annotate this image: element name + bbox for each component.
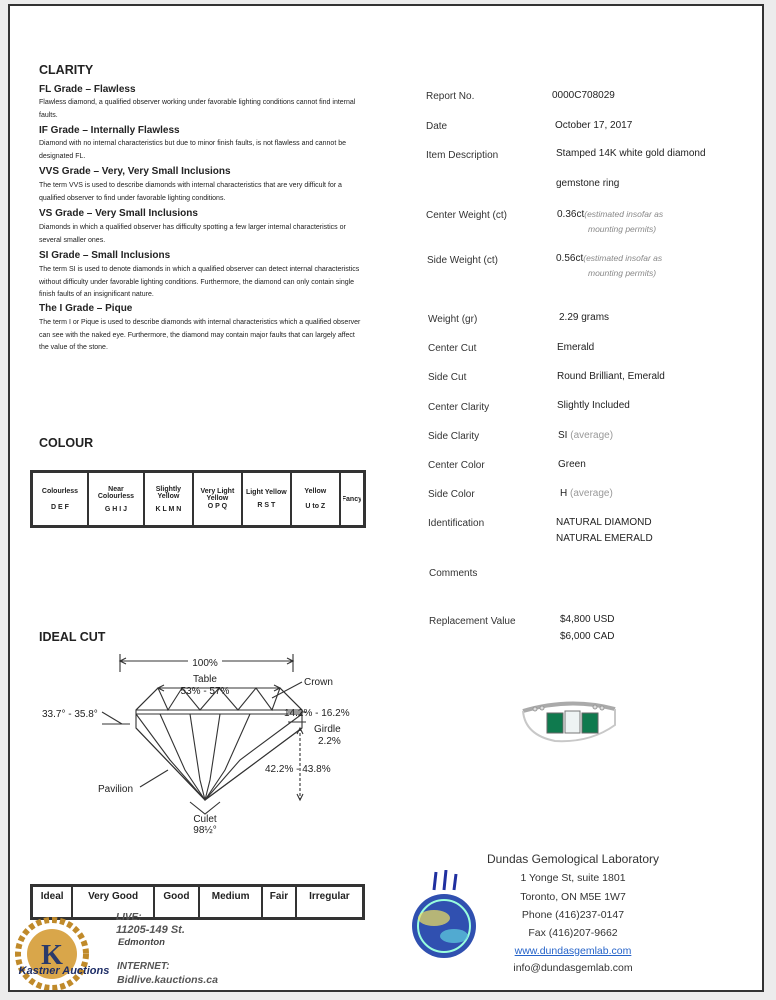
report-value: Stamped 14K white gold diamond	[556, 148, 706, 159]
report-label: Side Clarity	[428, 431, 480, 442]
report-label: Weight (gr)	[428, 314, 478, 325]
logo-text: Kastner Auctions	[18, 965, 110, 977]
label-culet-value: 98½°	[193, 825, 217, 835]
report-value: Emerald	[557, 342, 595, 353]
report-label: Side Weight (ct)	[427, 255, 498, 266]
watermark-live-city: Edmonton	[118, 937, 165, 948]
clarity-title: CLARITY	[39, 63, 94, 77]
label-culet: Culet	[193, 814, 217, 825]
label-crown: Crown	[304, 677, 333, 688]
clarity-desc-si: The term SI is used to denote diamonds in which a qualified observer can detect internal characteristics without difficulty under favorable lighting conditions. Furthermore, the diamond can only contain single finish faults of an insignificant nature.	[39, 266, 360, 298]
lab-fax: Fax (416)207-9662	[528, 927, 618, 939]
colour-cell: Yellow U to Z	[291, 472, 340, 526]
report-note: mounting permits)	[588, 268, 657, 278]
report-value-cont: gemstone ring	[556, 178, 620, 189]
lab-website-link[interactable]: www.dundasgemlab.com	[514, 945, 632, 957]
report-label: Date	[426, 121, 448, 132]
cut-grade-cell: Fair	[262, 886, 296, 918]
clarity-desc-vs: Diamonds in which a qualified observer has difficulty spotting a few larger internal characteristics or several smaller ones.	[39, 224, 346, 244]
report-label: Center Cut	[428, 343, 477, 354]
report-label: Identification	[428, 518, 485, 529]
watermark-internet-url: Bidlive.kauctions.ca	[117, 974, 218, 986]
report-label: Item Description	[426, 150, 499, 161]
report-value: Slightly Included	[557, 400, 630, 411]
report-label: Side Color	[428, 489, 475, 500]
report-value-cont: NATURAL EMERALD	[556, 533, 653, 544]
colour-cell: Colourless D E F	[32, 472, 88, 526]
clarity-desc-if: Diamond with no internal characteristics but due to minor finish faults, is not flawless and cannot be designated FL.	[39, 140, 346, 160]
report-value: SI (average)	[558, 430, 614, 441]
label-girdle-value: 2.2%	[318, 736, 341, 747]
report-label: Comments	[429, 568, 478, 579]
report-value: 2.29 grams	[559, 312, 610, 323]
lab-phone: Phone (416)237-0147	[521, 909, 625, 921]
ideal-cut-title: IDEAL CUT	[39, 630, 106, 644]
report-label: Replacement Value	[429, 616, 516, 627]
report-value: H (average)	[560, 488, 613, 499]
report-value: 0.36ct(estimated insofar as	[557, 209, 664, 220]
cut-grade-cell: Medium	[199, 886, 262, 918]
kastner-auctions-logo	[6, 916, 110, 990]
lab-address-line1: 1 Yonge St, suite 1801	[520, 872, 626, 884]
colour-cell: Light Yellow R S T	[242, 472, 291, 526]
lab-address-line2: Toronto, ON M5E 1W7	[520, 891, 626, 903]
colour-cell: Fancy	[340, 472, 364, 526]
watermark-live-label: LIVE:	[116, 912, 142, 923]
report-value: 0000C708029	[552, 90, 615, 101]
report-label: Center Clarity	[428, 402, 490, 413]
watermark-internet-label: INTERNET:	[117, 961, 170, 972]
svg-text:K: K	[41, 940, 63, 971]
report-value-cont: $6,000 CAD	[560, 631, 615, 642]
clarity-desc-vvs: The term VVS is used to describe diamonds with internal characteristics that are very difficult for a qualified observer to find under favorable lighting conditions.	[39, 182, 342, 202]
label-crown-angle: 33.7° - 35.8°	[42, 709, 98, 720]
report-value: NATURAL DIAMOND	[556, 517, 652, 528]
label-table: Table	[193, 674, 217, 685]
lab-name: Dundas Gemological Laboratory	[486, 852, 660, 866]
ring-photo	[515, 695, 620, 755]
colour-title: COLOUR	[39, 436, 94, 450]
report-label: Center Color	[428, 460, 485, 471]
colour-cell: Slightly Yellow K L M N	[144, 472, 193, 526]
clarity-grade-i: The I Grade – Pique	[39, 303, 133, 314]
diamond-diagram	[40, 650, 370, 835]
cut-grade-cell: Very Good	[72, 886, 153, 918]
report-note: mounting permits)	[588, 224, 657, 234]
report-label: Side Cut	[428, 372, 467, 383]
report-value: 0.56ct(estimated insofar as	[556, 253, 663, 264]
colour-cell: Very Light Yellow O P Q	[193, 472, 242, 526]
report-value: Green	[558, 459, 586, 470]
cut-grade-cell: Irregular	[296, 886, 363, 918]
label-table-range: 53% - 57%	[180, 686, 230, 697]
report-label: Report No.	[426, 91, 475, 102]
report-value: $4,800 USD	[560, 614, 615, 625]
report-label: Center Weight (ct)	[426, 210, 507, 221]
cut-grade-table	[30, 884, 365, 920]
cut-grade-cell: Ideal	[32, 886, 72, 918]
label-pavilion-depth: 42.2% - 43.8%	[265, 764, 331, 775]
clarity-grade-si: SI Grade – Small Inclusions	[39, 250, 171, 261]
colour-scale-table	[30, 470, 366, 528]
report-value: October 17, 2017	[555, 120, 633, 131]
clarity-grade-vs: VS Grade – Very Small Inclusions	[39, 208, 198, 219]
lab-email: info@dundasgemlab.com	[513, 962, 633, 974]
label-pavilion: Pavilion	[98, 784, 134, 795]
watermark-live-address: 11205-149 St.	[116, 924, 185, 936]
label-width: 100%	[192, 658, 218, 669]
label-crown-height: 14.2% - 16.2%	[284, 708, 350, 719]
clarity-grade-vvs: VVS Grade – Very, Very Small Inclusions	[39, 166, 231, 177]
clarity-grade-fl: FL Grade – Flawless	[39, 84, 136, 95]
cut-grade-cell: Good	[154, 886, 199, 918]
clarity-desc-fl: Flawless diamond, a qualified observer working under favorable lighting conditions cannot find internal faults.	[39, 99, 356, 119]
label-girdle: Girdle	[314, 724, 341, 735]
report-value: Round Brilliant, Emerald	[557, 371, 665, 382]
clarity-desc-i: The term I or Pique is used to describe diamonds with internal characteristics which a qualified observer can see with the naked eye. Furthermore, the diamond may contain major faults that can largely affect the value of the stone.	[39, 319, 361, 351]
colour-cell: Near Colourless G H I J	[88, 472, 144, 526]
clarity-grade-if: IF Grade – Internally Flawless	[39, 125, 180, 136]
